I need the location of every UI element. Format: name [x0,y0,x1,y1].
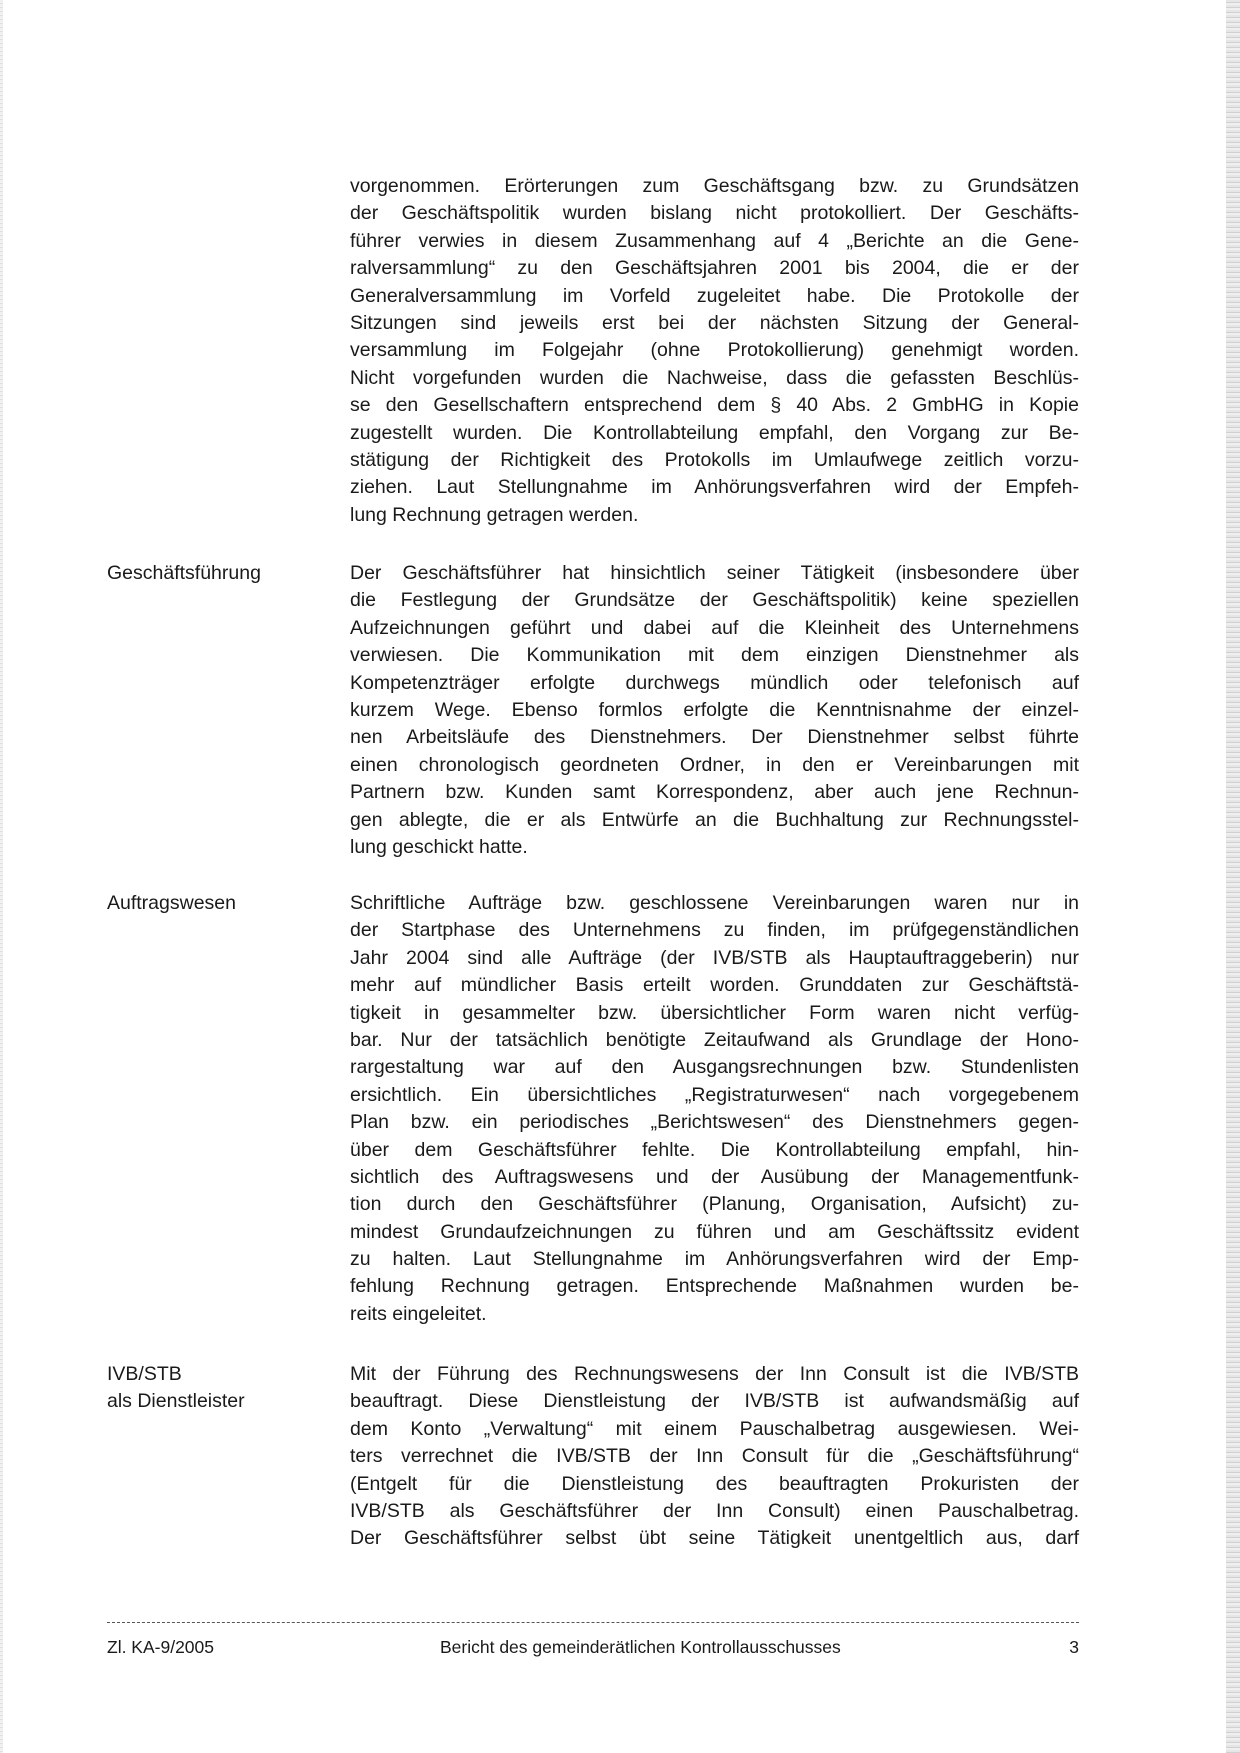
scan-edge-right [1226,0,1240,1753]
paragraph-line: zugestellt wurden. Die Kontrollabteilung empfahl, den Vorgang zur Be- [350,421,1079,444]
scan-edge-left [0,0,3,1753]
paragraph-line: Kompetenzträger erfolgte durchwegs mündlich oder telefonisch auf [350,671,1079,694]
footer-divider [107,1622,1079,1623]
section-body [350,890,1079,1328]
section-label [107,560,327,587]
section-label [107,890,327,917]
paragraph-line: vorgenommen. Erörterungen zum Geschäftsgang bzw. zu Grundsätzen [350,175,1079,197]
paragraph-line: zu halten. Laut Stellungnahme im Anhörungsverfahren wird der Emp- [350,1248,1079,1271]
paragraph-line: führer verwies in diesem Zusammenhang auf 4 „Berichte an die Gene- [350,229,1079,252]
paragraph-line: Der Geschäftsführer selbst übt seine Tätigkeit unentgeltlich aus, darf [350,1527,1079,1550]
paragraph-line: (Entgelt für die Dienstleistung des beauftragten Prokuristen der [350,1472,1079,1495]
footer-title: Bericht des gemeinderätlichen Kontrollausschusses [440,1637,841,1657]
paragraph-line: fehlung Rechnung getragen. Entsprechende Maßnahmen wurden be- [350,1275,1079,1298]
paragraph-line: reits eingeleitet. [350,1302,487,1325]
paragraph-line: Mit der Führung des Rechnungswesens der Inn Consult ist die IVB/STB [350,1363,1079,1385]
section-label-line: Geschäftsführung [107,562,261,584]
paragraph-line: versammlung im Folgejahr (ohne Protokollierung) genehmigt worden. [350,339,1079,362]
paragraph-line: se den Gesellschaftern entsprechend dem § 40 Abs. 2 GmbHG in Kopie [350,394,1079,417]
paragraph-line: bar. Nur der tatsächlich benötigte Zeitaufwand als Grundlage der Hono- [350,1028,1079,1051]
paragraph-line: sichtlich des Auftragswesens und der Ausübung der Managementfunk- [350,1165,1079,1188]
paragraph-line: Plan bzw. ein periodisches „Berichtswesen“ des Dienstnehmers gegen- [350,1111,1079,1134]
paragraph-line: mehr auf mündlicher Basis erteilt worden. Grunddaten zur Geschäftstä- [350,974,1079,997]
paragraph-line: der Startphase des Unternehmens zu finden, im prüfgegenständlichen [350,919,1079,942]
paragraph-line: ziehen. Laut Stellungnahme im Anhörungsverfahren wird der Empfeh- [350,476,1079,499]
paragraph-line: lung Rechnung getragen werden. [350,503,639,526]
paragraph-line: mindest Grundaufzeichnungen zu führen und am Geschäftssitz evident [350,1220,1079,1243]
paragraph-line: beauftragt. Diese Dienstleistung der IVB/STB ist aufwandsmäßig auf [350,1390,1079,1413]
section-body [350,1361,1079,1553]
paragraph-line: Schriftliche Aufträge bzw. geschlossene Vereinbarungen waren nur in [350,892,1079,914]
section-body [350,173,1079,529]
paragraph-line: gen ablegte, die er als Entwürfe an die Buchhaltung zur Rechnungsstel- [350,808,1079,831]
paragraph-line: ralversammlung“ zu den Geschäftsjahren 2001 bis 2004, die er der [350,257,1079,280]
paragraph-line: kurzem Wege. Ebenso formlos erfolgte die Kenntnisnahme der einzel- [350,698,1079,721]
section-label-line: IVB/STB [107,1363,182,1385]
paragraph-line: lung geschickt hatte. [350,835,528,858]
section-label [107,1361,327,1416]
paragraph-line: verwiesen. Die Kommunikation mit dem einzigen Dienstnehmer als [350,644,1079,667]
section-body [350,560,1079,861]
paragraph-line: Sitzungen sind jeweils erst bei der nächsten Sitzung der General- [350,311,1079,334]
section-label-line: als Dienstleister [107,1390,245,1413]
page-number: 3 [1069,1637,1079,1657]
paragraph-line: Aufzeichnungen geführt und dabei auf die Kleinheit des Unternehmens [350,616,1079,639]
paragraph-line: Partnern bzw. Kunden samt Korrespondenz, aber auch jene Rechnun- [350,781,1079,804]
footer-reference: Zl. KA-9/2005 [107,1637,214,1657]
paragraph-line: Jahr 2004 sind alle Aufträge (der IVB/STB als Hauptauftraggeberin) nur [350,946,1079,969]
paragraph-line: tion durch den Geschäftsführer (Planung, Organisation, Aufsicht) zu- [350,1193,1079,1216]
paragraph-line: ersichtlich. Ein übersichtliches „Registraturwesen“ nach vorgegebenem [350,1083,1079,1106]
paragraph-line: über dem Geschäftsführer fehlte. Die Kontrollabteilung empfahl, hin- [350,1138,1079,1161]
paragraph-line: einen chronologisch geordneten Ordner, in den er Vereinbarungen mit [350,753,1079,776]
paragraph-line: stätigung der Richtigkeit des Protokolls im Umlaufwege zeitlich vorzu- [350,448,1079,471]
paragraph-line: ters verrechnet die IVB/STB der Inn Consult für die „Geschäftsführung“ [350,1445,1079,1468]
paragraph-line: tigkeit in gesammelter bzw. übersichtlicher Form waren nicht verfüg- [350,1001,1079,1024]
paragraph-line: Generalversammlung im Vorfeld zugeleitet habe. Die Protokolle der [350,284,1079,307]
paragraph-line: Der Geschäftsführer hat hinsichtlich seiner Tätigkeit (insbesondere über [350,562,1079,584]
paragraph-line: IVB/STB als Geschäftsführer der Inn Consult) einen Pauschalbetrag. [350,1499,1079,1522]
paragraph-line: die Festlegung der Grundsätze der Geschäftspolitik) keine speziellen [350,589,1079,612]
section-label-line: Auftragswesen [107,892,236,914]
paragraph-line: der Geschäftspolitik wurden bislang nicht protokolliert. Der Geschäfts- [350,202,1079,225]
paragraph-line: Nicht vorgefunden wurden die Nachweise, dass die gefassten Beschlüs- [350,366,1079,389]
paragraph-line: nen Arbeitsläufe des Dienstnehmers. Der Dienstnehmer selbst führte [350,726,1079,749]
paragraph-line: dem Konto „Verwaltung“ mit einem Pauschalbetrag ausgewiesen. Wei- [350,1417,1079,1440]
paragraph-line: rargestaltung war auf den Ausgangsrechnungen bzw. Stundenlisten [350,1056,1079,1079]
